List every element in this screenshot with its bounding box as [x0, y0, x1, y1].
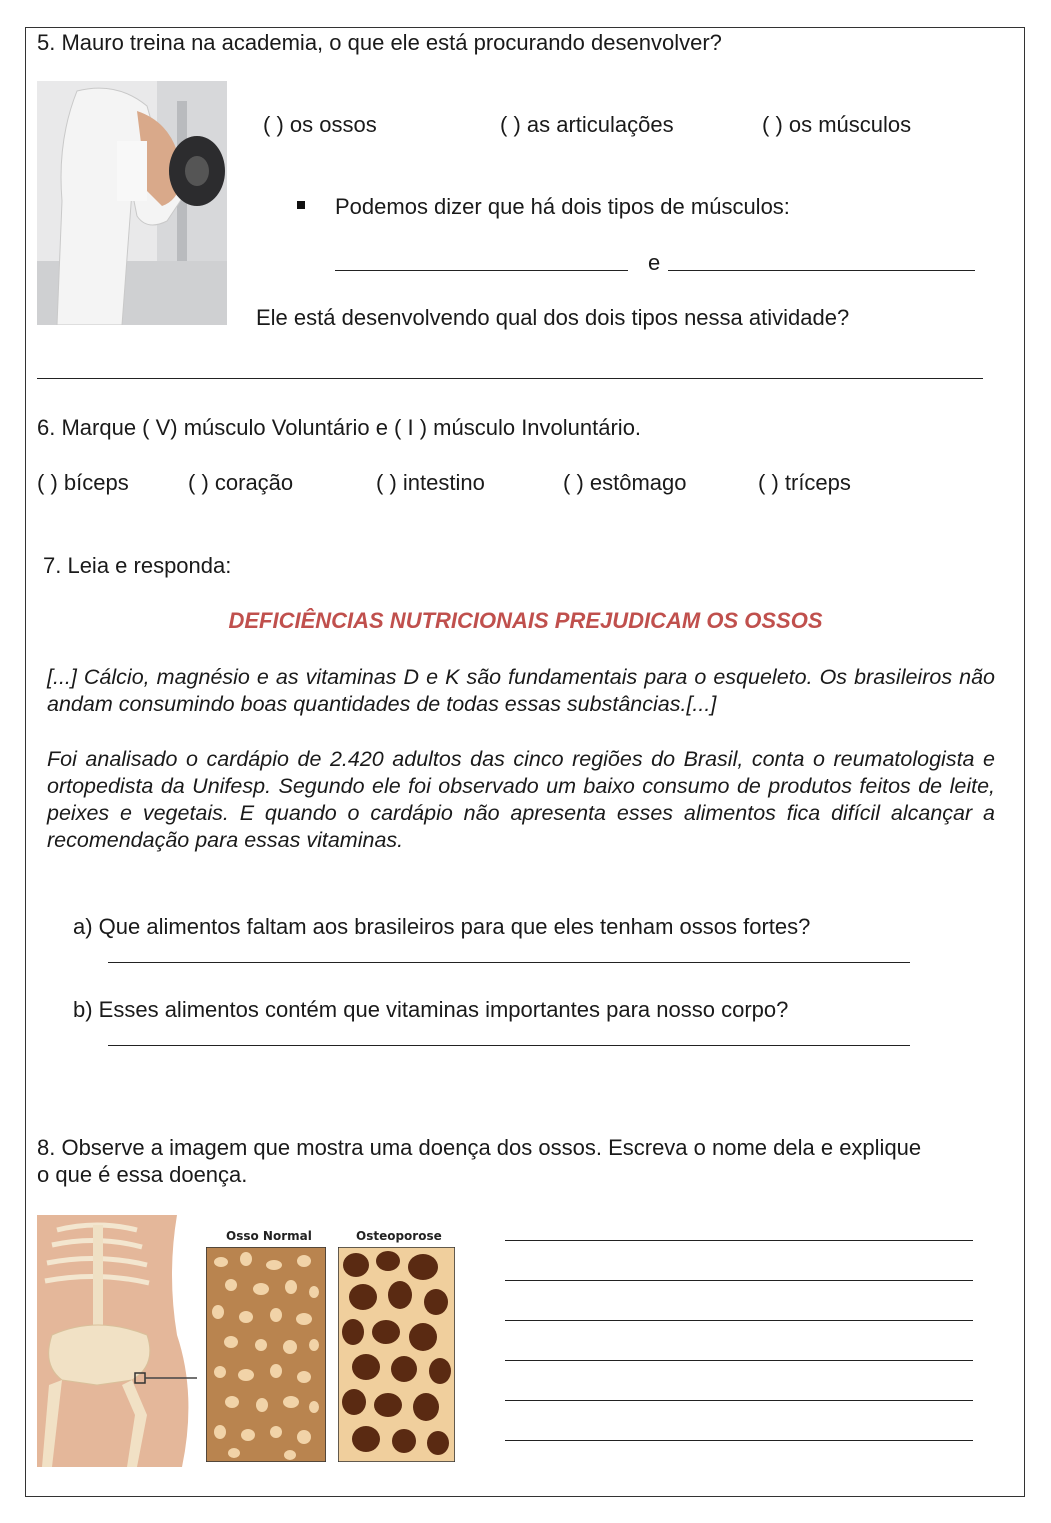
article-paragraph-2: Foi analisado o cardápio de 2.420 adultos das cinco regiões do Brasil, conta o reumatologista e ortopedista da Unifesp. Segundo ele foi observado um baixo consumo de produtos feitos de leite, peixes e vegetais. E quando o cardápio não apresenta esses alimentos fica difícil alcançar a recomendação para essas vitaminas. — [47, 747, 995, 852]
article-title: DEFICIÊNCIAS NUTRICIONAIS PREJUDICAM OS OSSOS — [228, 608, 823, 633]
q5-option-articulacoes[interactable]: ( ) as articulações — [500, 112, 674, 137]
article-paragraph-1: [...] Cálcio, magnésio e as vitaminas D e K são fundamentais para o esqueleto. Os brasileiros não andam consumindo boas quantidades de todas essas substâncias.[...] — [47, 665, 995, 716]
skeleton-illustration — [37, 1215, 197, 1467]
q6-option-biceps[interactable]: ( ) bíceps — [37, 470, 129, 495]
answer-line-q8-2[interactable] — [505, 1280, 973, 1281]
q5-option-ossos[interactable]: ( ) os ossos — [263, 112, 377, 137]
q7-item-b: b) Esses alimentos contém que vitaminas importantes para nosso corpo? — [73, 997, 789, 1022]
q6-question: 6. Marque ( V) músculo Voluntário e ( I ) músculo Involuntário. — [37, 415, 642, 440]
q6-option-intestino[interactable]: ( ) intestino — [376, 470, 485, 495]
label-osteoporosis: Osteoporose — [356, 1229, 442, 1243]
answer-line-q8-1[interactable] — [505, 1240, 973, 1241]
answer-line-q8-3[interactable] — [505, 1320, 973, 1321]
q5-bullet-text: Podemos dizer que há dois tipos de músculos: — [335, 194, 790, 219]
q5-question: 5. Mauro treina na academia, o que ele está procurando desenvolver? — [37, 30, 722, 55]
q5-option-musculos[interactable]: ( ) os músculos — [762, 112, 912, 137]
q8-question-line-2: o que é essa doença. — [37, 1162, 248, 1187]
q7-item-a: a) Que alimentos faltam aos brasileiros para que eles tenham ossos fortes? — [73, 914, 811, 939]
answer-line-q8-5[interactable] — [505, 1400, 973, 1401]
label-normal-bone: Osso Normal — [226, 1229, 312, 1243]
answer-line-muscle-type-2[interactable] — [668, 270, 975, 271]
answer-line-q8-4[interactable] — [505, 1360, 973, 1361]
answer-line-q8-6[interactable] — [505, 1440, 973, 1441]
osteoporosis-bone-texture — [338, 1247, 455, 1462]
q6-option-coracao[interactable]: ( ) coração — [188, 470, 294, 495]
q5-followup: Ele está desenvolvendo qual dos dois tipos nessa atividade? — [256, 305, 850, 330]
normal-bone-texture — [206, 1247, 326, 1462]
bullet-square — [297, 201, 305, 209]
q5-connector: e — [648, 250, 661, 275]
q7-question: 7. Leia e responda: — [43, 553, 232, 578]
answer-line-q5[interactable] — [37, 378, 983, 379]
answer-line-q7b[interactable] — [108, 1045, 910, 1046]
gym-photo — [37, 81, 227, 325]
answer-line-muscle-type-1[interactable] — [335, 270, 628, 271]
q6-option-estomago[interactable]: ( ) estômago — [563, 470, 687, 495]
q8-question-line-1: 8. Observe a imagem que mostra uma doença dos ossos. Escreva o nome dela e explique — [37, 1135, 922, 1160]
answer-line-q7a[interactable] — [108, 962, 910, 963]
q6-option-triceps[interactable]: ( ) tríceps — [758, 470, 851, 495]
